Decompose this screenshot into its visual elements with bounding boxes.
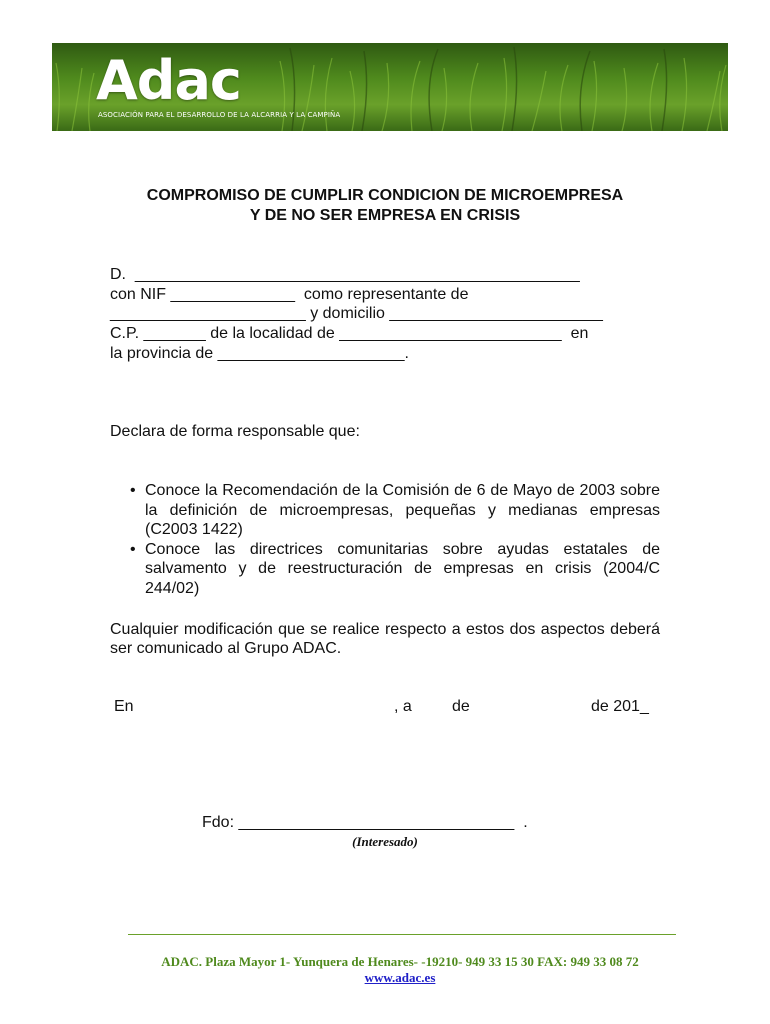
signature-role: (Interesado) xyxy=(352,834,418,849)
document-title-line2: Y DE NO SER EMPRESA EN CRISIS xyxy=(249,207,521,224)
logo-tagline: ASOCIACIÓN PARA EL DESARROLLO DE LA ALCARRIA Y LA CAMPIÑA xyxy=(98,111,341,119)
signature-line: Fdo: _______________________________ . xyxy=(202,814,528,831)
form-line-cp: C.P. _______ de la localidad de _________________________ en xyxy=(110,325,589,342)
header-banner xyxy=(52,43,728,131)
footer-website-link[interactable]: www.adac.es xyxy=(364,970,436,985)
footer-divider xyxy=(128,934,676,935)
form-line-provincia: la provincia de _____________________. xyxy=(110,345,409,362)
adac-logo: Adac xyxy=(96,49,241,112)
form-line-domicilio: ______________________ y domicilio ________________________ xyxy=(110,305,603,322)
list-item: • Conoce la Recomendación de la Comisión de 6 de Mayo de 2003 sobre la definición de microempresas, pequeñas y medianas empresas (C2003 1422) xyxy=(130,481,660,540)
date-year-label: de 201_ xyxy=(591,698,649,715)
modification-paragraph: Cualquier modificación que se realice respecto a estos dos aspectos deberá ser comunicado al Grupo ADAC. xyxy=(110,621,660,657)
document-title-line1: COMPROMISO DE CUMPLIR CONDICION DE MICROEMPRESA xyxy=(146,187,624,204)
date-place-label: En xyxy=(114,698,134,715)
form-line-nif: con NIF ______________ como representante de xyxy=(110,286,469,303)
footer-address: ADAC. Plaza Mayor 1- Yunquera de Henares- -19210- 949 33 15 30 FAX: 949 33 08 72 xyxy=(161,954,639,969)
list-item: • Conoce las directrices comunitarias sobre ayudas estatales de salvamento y de reestructuración de empresas en crisis (2004/C 244/02) xyxy=(130,540,660,599)
declaration-intro: Declara de forma responsable que: xyxy=(110,423,360,440)
date-de-label: de xyxy=(452,698,470,715)
form-line-name: D. __________________________________________________ xyxy=(110,266,580,283)
declaration-list xyxy=(130,481,660,598)
date-a-label: , a xyxy=(394,698,412,715)
